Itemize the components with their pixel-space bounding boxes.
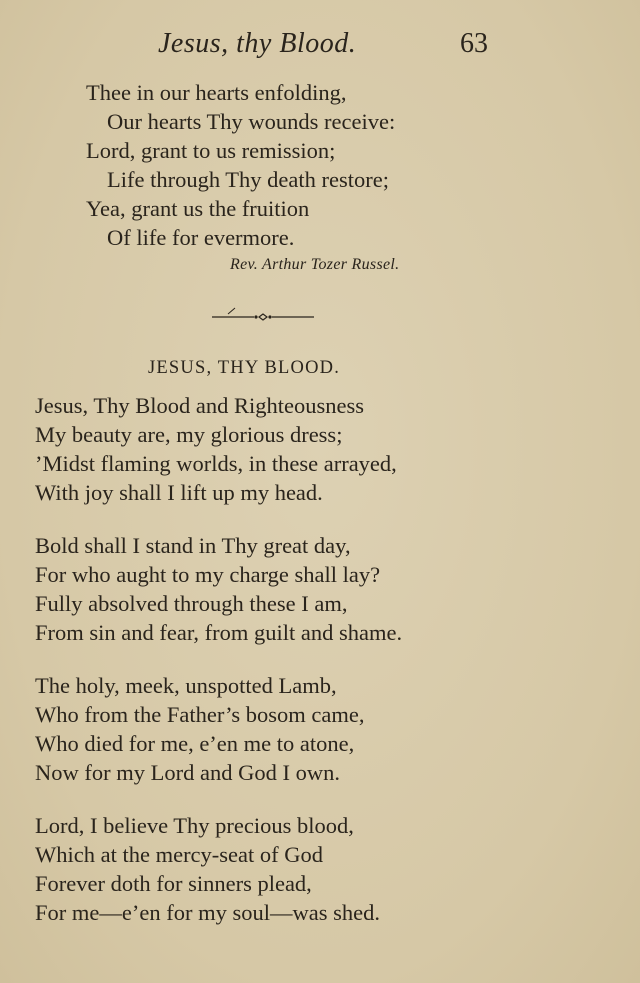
previous-hymn-line: Thee in our hearts enfolding, (86, 80, 347, 105)
stanza-1-line: ’Midst flaming worlds, in these arrayed, (35, 451, 397, 476)
previous-hymn-line: Lord, grant to us remission; (86, 138, 336, 163)
previous-hymn-line: Yea, grant us the fruition (86, 196, 310, 221)
stanza-4-line: Lord, I believe Thy precious blood, (35, 813, 354, 838)
previous-hymn-attribution: Rev. Arthur Tozer Russel. (230, 256, 400, 273)
stanza-3-line: The holy, meek, unspotted Lamb, (35, 673, 337, 698)
ornament-divider (210, 306, 316, 326)
stanza-3-line: Who from the Father’s bosom came, (35, 702, 365, 727)
stanza-1-line: My beauty are, my glorious dress; (35, 422, 343, 447)
stanza-2-line: Bold shall I stand in Thy great day, (35, 533, 351, 558)
page-number: 63 (460, 28, 488, 59)
stanza-4-line: Which at the mercy-seat of God (35, 842, 324, 867)
previous-hymn-line: Life through Thy death restore; (107, 167, 389, 192)
stanza-2-line: Fully absolved through these I am, (35, 591, 348, 616)
stanza-2-line: From sin and fear, from guilt and shame. (35, 620, 403, 645)
stanza-1-line: Jesus, Thy Blood and Righteousness (35, 393, 364, 418)
previous-hymn-line: Of life for evermore. (107, 225, 295, 250)
running-head-title: Jesus, thy Blood. (158, 28, 357, 59)
stanza-3-line: Who died for me, e’en me to atone, (35, 731, 355, 756)
hymn-title: JESUS, THY BLOOD. (148, 358, 341, 378)
stanza-3-line: Now for my Lord and God I own. (35, 760, 340, 785)
stanza-4-line: For me—e’en for my soul—was shed. (35, 900, 380, 925)
stanza-4-line: Forever doth for sinners plead, (35, 871, 312, 896)
stanza-1-line: With joy shall I lift up my head. (35, 480, 323, 505)
previous-hymn-line: Our hearts Thy wounds receive: (107, 109, 396, 134)
stanza-2-line: For who aught to my charge shall lay? (35, 562, 381, 587)
